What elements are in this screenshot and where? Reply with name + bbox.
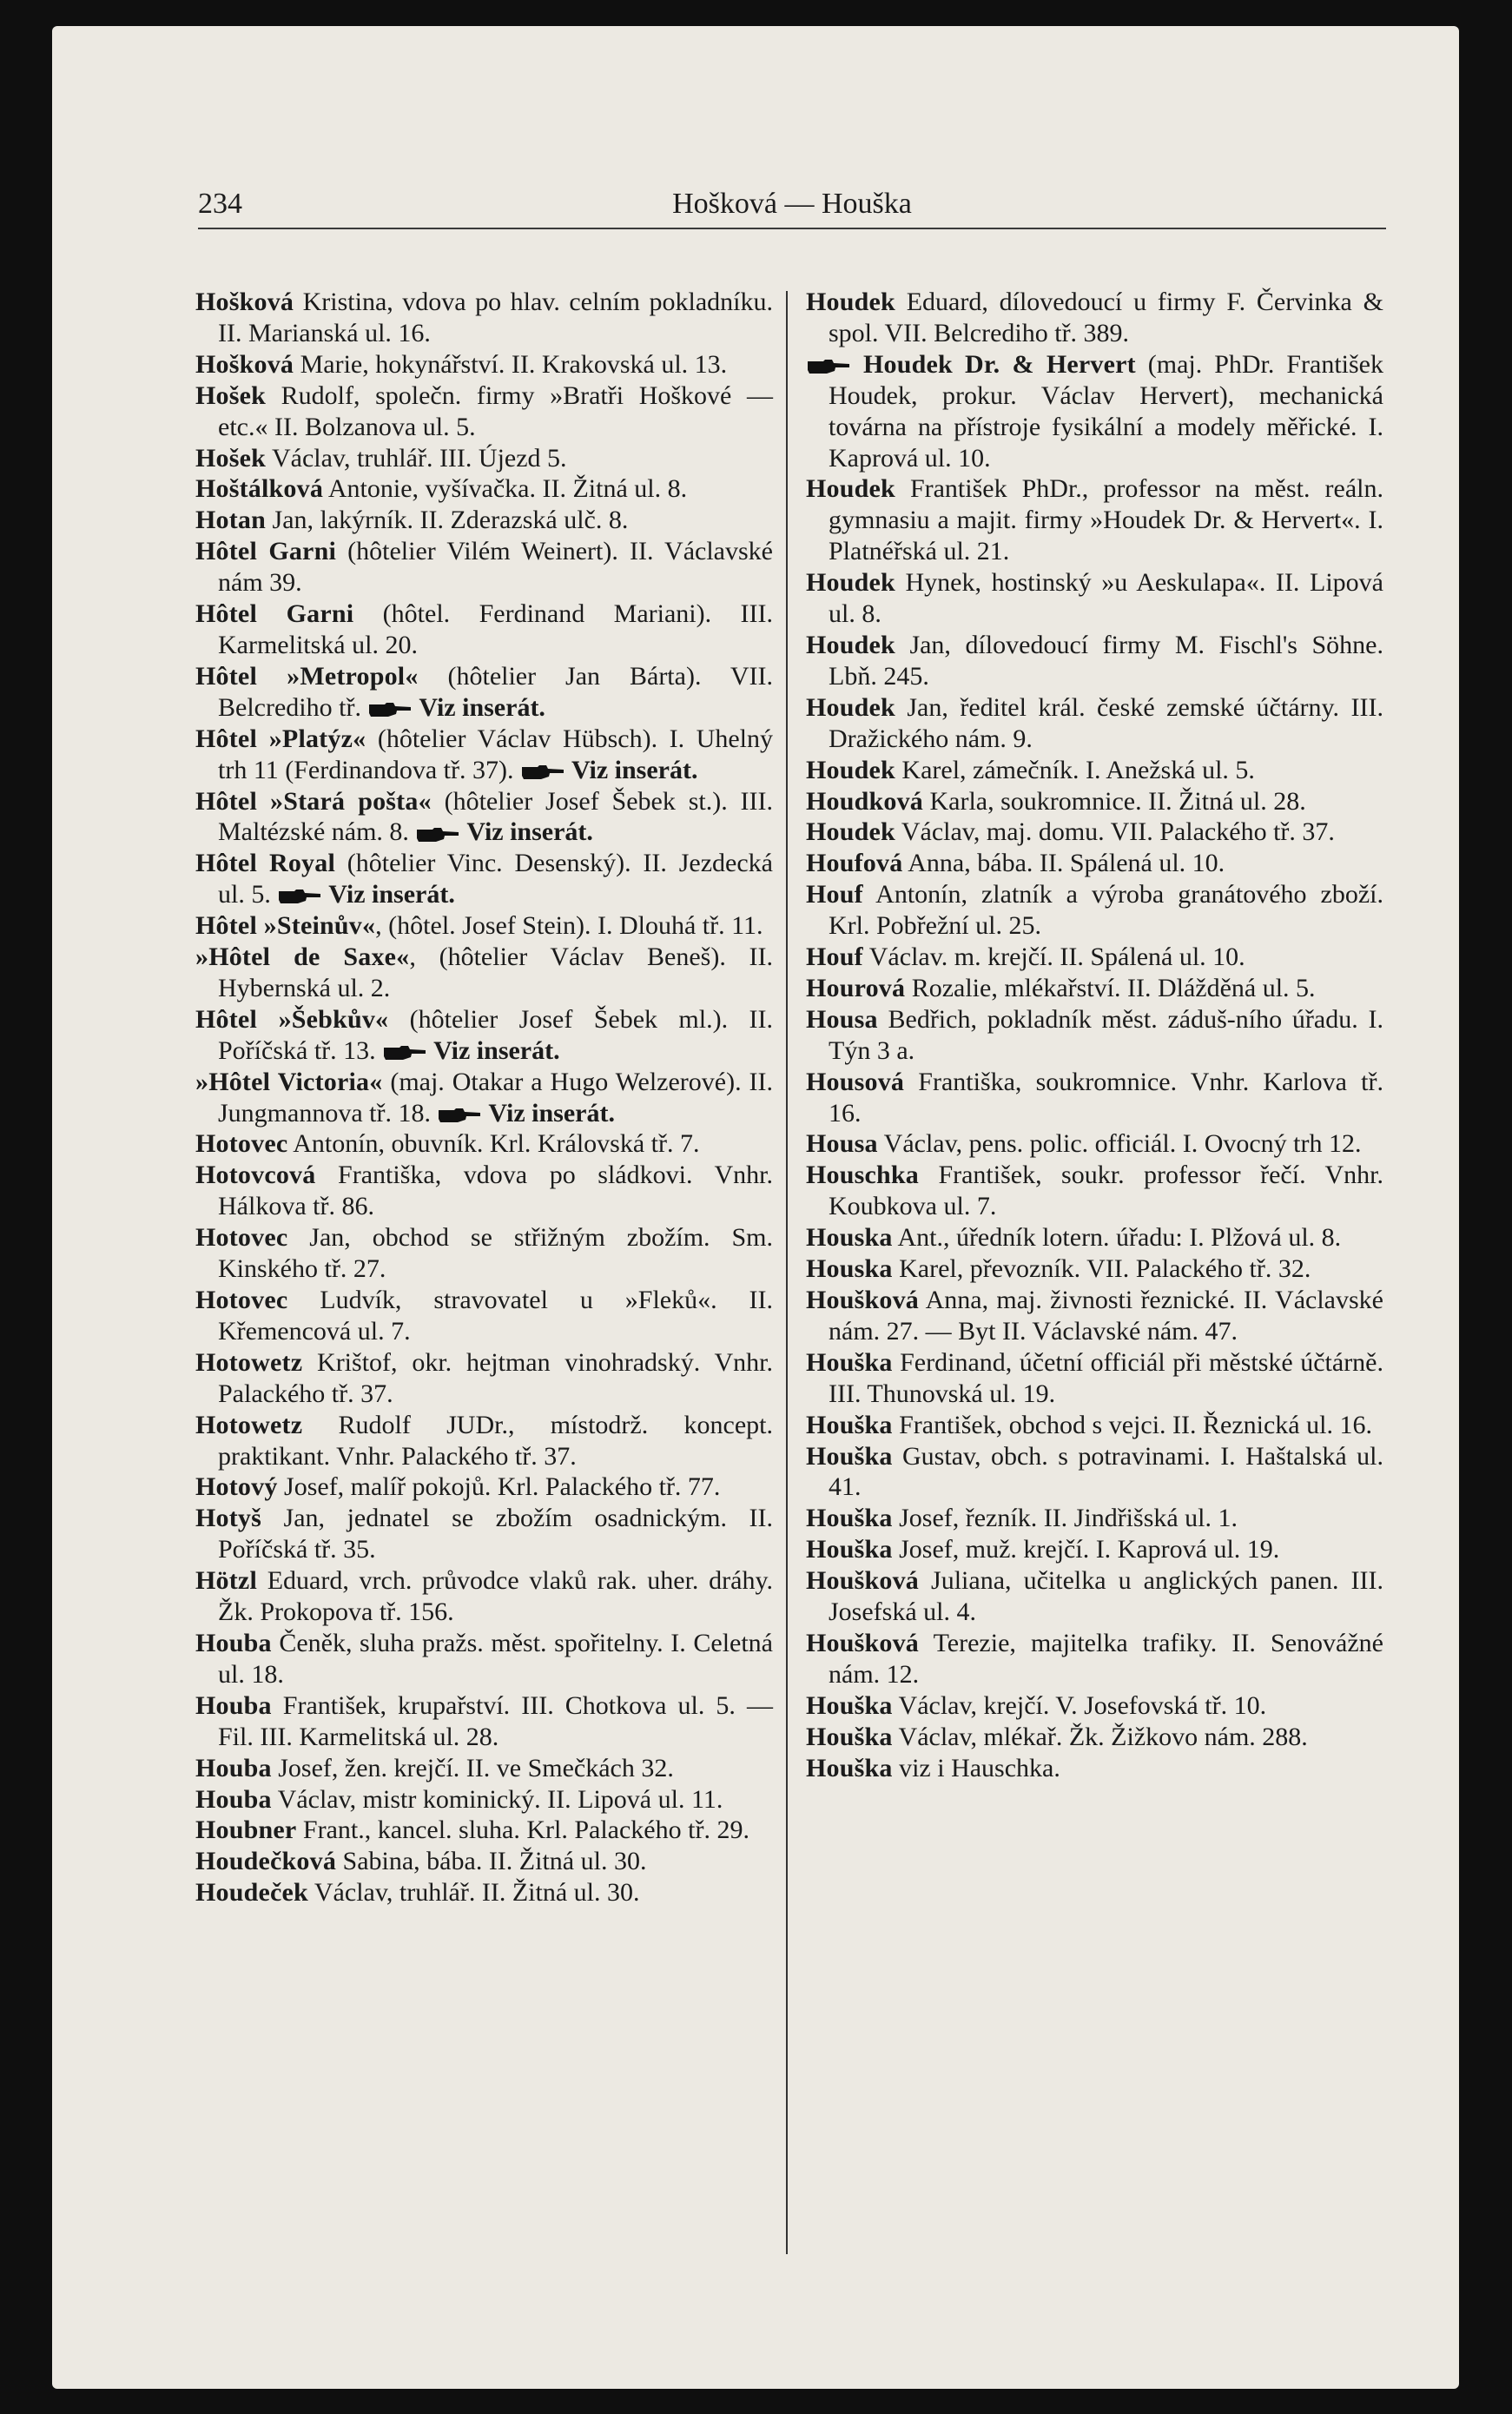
entry-name: Hotan <box>195 506 267 535</box>
entry-name: Hoštálková <box>195 474 324 504</box>
directory-entry <box>195 942 773 1004</box>
directory-entry <box>195 1004 773 1067</box>
entry-name: Houdek <box>806 755 895 784</box>
entry-details: Frant., kancel. sluha. Krl. Palackého tř. 29. <box>296 1815 749 1845</box>
entry-name: Houba <box>195 1753 272 1782</box>
entry-details: Antonín, obuvník. Krl. Královská tř. 7. <box>287 1129 700 1159</box>
entry-name: »Hôtel de Saxe« <box>195 942 410 972</box>
directory-entry <box>806 1347 1383 1410</box>
directory-entry <box>806 1410 1383 1441</box>
directory-entry <box>806 1128 1383 1160</box>
entry-name: Hôtel »Stará pošta« <box>195 786 432 816</box>
entry-name: Houška <box>806 1535 893 1564</box>
page-header <box>198 165 1386 221</box>
entry-name: Houschka <box>806 1161 919 1190</box>
directory-entry <box>806 1441 1383 1504</box>
entry-details: , (hôtelier Václav Beneš). II. Hybernská ul. 2. <box>218 942 773 1002</box>
entry-details: Jan, obchod se střižným zbožím. Sm. Kinského tř. 27. <box>218 1223 773 1284</box>
entry-details: Karel, zámečník. I. Anežská ul. 5. <box>895 755 1255 784</box>
insert-reference: Viz inserát. <box>413 692 545 722</box>
pointing-hand-icon <box>382 1045 427 1061</box>
entry-details: Václav, truhlář. III. Újezd 5. <box>266 443 567 473</box>
directory-entry <box>806 1285 1383 1347</box>
entry-details: Františka, vdova po sládkovi. Vnhr. Hálkova tř. 86. <box>218 1161 773 1221</box>
entry-details: , (hôtel. Josef Stein). I. Dlouhá tř. 11. <box>375 911 763 941</box>
directory-entry <box>195 661 773 724</box>
entry-name: Hôtel »Platýz« <box>195 724 366 753</box>
entry-name: Houška <box>806 1690 893 1720</box>
directory-entry <box>195 1160 773 1222</box>
entry-details: Josef, malíř pokojů. Krl. Palackého tř. 77. <box>277 1472 721 1502</box>
entry-name: Houska <box>806 1254 893 1284</box>
entry-name: Houdek Dr. & Hervert <box>862 349 1136 379</box>
entry-details: Kristina, vdova po hlav. celním pokladníku. II. Marianská ul. 16. <box>218 288 773 347</box>
entry-details: Václav, truhlář. II. Žitná ul. 30. <box>307 1878 640 1908</box>
entry-name: Hotovec <box>195 1286 288 1314</box>
directory-entry <box>195 349 773 380</box>
directory-entry <box>806 879 1383 942</box>
entry-details: Václav, pens. polic. officiál. I. Ovocný trh 12. <box>877 1129 1362 1159</box>
directory-entry <box>195 786 773 849</box>
entry-name: Hotový <box>195 1472 278 1502</box>
entry-details: Eduard, dílovedoucí u firmy F. Červinka & spol. VII. Belcrediho tř. 389. <box>829 288 1383 347</box>
directory-entry <box>806 1690 1383 1722</box>
directory-entry <box>195 1628 773 1690</box>
entry-name: Hotowetz <box>195 1410 303 1439</box>
pointing-hand-icon <box>277 889 322 904</box>
entry-details: Josef, řezník. II. Jindřišská ul. 1. <box>892 1504 1238 1533</box>
directory-entry <box>195 1503 773 1565</box>
entry-name: Houška <box>806 1504 893 1533</box>
entry-name: Hotyš <box>195 1504 261 1533</box>
header-rule <box>198 228 1386 229</box>
entry-details: Sabina, bába. II. Žitná ul. 30. <box>336 1847 647 1876</box>
directory-entry <box>806 349 1383 474</box>
entry-details: Krištof, okr. hejtman vinohradský. Vnhr. Palackého tř. 37. <box>218 1347 773 1408</box>
entry-name: Houšková <box>806 1566 919 1596</box>
directory-entry <box>195 505 773 536</box>
entry-details: Karla, soukromnice. II. Žitná ul. 28. <box>923 786 1306 816</box>
directory-entry <box>806 287 1383 349</box>
entry-name: Houška <box>806 1410 893 1439</box>
entry-details: Gustav, obch. s potravinami. I. Haštalská ul. 41. <box>829 1441 1383 1502</box>
entry-name: Houdek <box>806 568 895 598</box>
pointing-hand-icon <box>520 764 565 780</box>
directory-entry <box>806 1565 1383 1628</box>
entry-details: Václav, krejčí. V. Josefovská tř. 10. <box>892 1690 1267 1720</box>
entry-details: (hôtelier Vilém Weinert). II. Václavské nám 39. <box>218 537 773 598</box>
entry-details: (hôtelier Josef Šebek st.). III. Maltézské nám. 8. <box>218 786 773 847</box>
entry-details: Rudolf JUDr., místodrž. koncept. praktikant. Vnhr. Palackého tř. 37. <box>218 1410 773 1471</box>
entry-details: Ant., úředník lotern. úřadu: I. Plžová ul. 8. <box>892 1223 1342 1253</box>
entry-details: Jan, dílovedoucí firmy M. Fischl's Söhne. Lbň. 245. <box>829 630 1383 691</box>
left-column <box>195 287 773 1908</box>
entry-name: Houšková <box>806 1628 919 1657</box>
entry-details: Antonín, zlatník a výroba granátového zboží. Krl. Pobřežní ul. 25. <box>829 880 1383 941</box>
directory-entry <box>806 1253 1383 1285</box>
directory-entry <box>806 567 1383 630</box>
entry-name: Hötzl <box>195 1566 257 1596</box>
directory-entry <box>806 786 1383 817</box>
entry-details: (hôtelier Václav Hübsch). I. Uhelný trh 11 (Ferdinandova tř. 37). <box>218 724 773 784</box>
directory-entry <box>195 599 773 661</box>
entry-details: Anna, bába. II. Spálená ul. 10. <box>902 849 1225 878</box>
directory-entry <box>806 1222 1383 1253</box>
entry-details: (hôtel. Ferdinand Mariani). III. Karmelitská ul. 20. <box>218 599 773 659</box>
page-number: 234 <box>198 188 242 220</box>
entry-details: (maj. PhDr. František Houdek, prokur. Václav Hervert), mechanická továrna na přístroje fysikální a modely měřické. I. Kaprová ul. 10. <box>829 349 1383 473</box>
entry-name: Hôtel Garni <box>195 599 354 629</box>
entry-name: Hošek <box>195 380 267 410</box>
entry-name: Hotowetz <box>195 1347 303 1377</box>
directory-entry <box>806 1503 1383 1534</box>
directory-entry <box>806 1004 1383 1067</box>
entry-name: Hošková <box>195 288 294 316</box>
entry-details: Josef, žen. krejčí. II. ve Smečkách 32. <box>271 1753 674 1782</box>
directory-entry <box>806 848 1383 879</box>
directory-entry <box>195 536 773 599</box>
insert-reference: Viz inserát. <box>427 1035 560 1065</box>
entry-details: Václav, mistr kominický. II. Lipová ul. 11. <box>271 1784 723 1814</box>
entry-details: Jan, lakýrník. II. Zderazská ulč. 8. <box>266 506 629 535</box>
entry-details: (hôtelier Josef Šebek ml.). II. Poříčská tř. 13. <box>218 1004 773 1065</box>
directory-entry <box>195 1784 773 1815</box>
entry-details: Marie, hokynářství. II. Krakovská ul. 13. <box>294 349 728 379</box>
directory-entry <box>195 380 773 443</box>
entry-name: Housa <box>806 1129 878 1159</box>
directory-entry <box>195 1753 773 1784</box>
directory-entry <box>195 287 773 349</box>
entry-name: Houdeček <box>195 1878 308 1908</box>
entry-details: Ferdinand, účetní officiál při městské účtárně. III. Thunovská ul. 19. <box>829 1347 1383 1408</box>
directory-entry <box>806 1722 1383 1753</box>
entry-name: Hôtel »Šebkův« <box>195 1004 389 1034</box>
entry-details: Čeněk, sluha pražs. měst. spořitelny. I. Celetná ul. 18. <box>218 1628 773 1689</box>
directory-entry <box>195 848 773 910</box>
entry-name: Hôtel »Steinův« <box>195 911 376 941</box>
insert-reference: Viz inserát. <box>565 755 698 784</box>
entry-details: Antonie, vyšívačka. II. Žitná ul. 8. <box>323 474 688 504</box>
directory-entry <box>806 473 1383 567</box>
directory-entry <box>195 1067 773 1129</box>
entry-name: Hôtel Royal <box>195 849 335 878</box>
entry-details: Ludvík, stravovatel u »Fleků«. II. Křemencová ul. 7. <box>218 1286 773 1346</box>
directory-entry <box>195 473 773 505</box>
directory-entry <box>806 1628 1383 1690</box>
entry-details: Juliana, učitelka u anglických panen. III. Josefská ul. 4. <box>829 1566 1383 1627</box>
entry-details: Jan, jednatel se zbožím osadnickým. II. Poříčská tř. 35. <box>218 1504 773 1564</box>
directory-entry <box>806 942 1383 973</box>
entry-details: František, krupařství. III. Chotkova ul. 5. — Fil. III. Karmelitská ul. 28. <box>218 1690 773 1751</box>
right-column <box>806 287 1383 1784</box>
entry-details: Václav, maj. domu. VII. Palackého tř. 37. <box>895 817 1335 847</box>
entry-details: František, obchod s vejci. II. Řeznická ul. 16. <box>892 1410 1372 1439</box>
entry-name: Houfová <box>806 849 903 878</box>
entry-name: Houbner <box>195 1815 297 1845</box>
directory-entry <box>806 755 1383 786</box>
entry-details: Anna, maj. živnosti řeznické. II. Václavské nám. 27. — Byt II. Václavské nám. 47. <box>829 1286 1383 1346</box>
directory-entry <box>195 1690 773 1753</box>
entry-name: Houška <box>806 1722 893 1751</box>
entry-name: Hošek <box>195 443 267 473</box>
entry-name: Houf <box>806 942 863 972</box>
entry-details: viz i Hauschka. <box>892 1753 1060 1782</box>
directory-entry <box>806 973 1383 1004</box>
entry-name: Houf <box>806 880 863 909</box>
entry-details: Eduard, vrch. průvodce vlaků rak. uher. dráhy. Žk. Prokopova tř. 156. <box>218 1566 773 1627</box>
entry-name: Hôtel Garni <box>195 537 336 566</box>
directory-entry <box>195 1565 773 1628</box>
pointing-hand-icon <box>437 1108 482 1123</box>
entry-name: Houdek <box>806 817 895 847</box>
entry-details: Hynek, hostinský »u Aeskulapa«. II. Lipová ul. 8. <box>829 568 1383 629</box>
directory-entry <box>195 443 773 474</box>
column-divider <box>786 291 788 2254</box>
entry-details: Rozalie, mlékařství. II. Dlážděná ul. 5. <box>905 973 1316 1002</box>
entry-details: František PhDr., professor na měst. reáln. gymnasiu a majit. firmy »Houdek Dr. & Hervert«. I. Platnéřská ul. 21. <box>829 474 1383 566</box>
entry-details: Rudolf, společn. firmy »Bratři Hoškové — etc.« II. Bolzanova ul. 5. <box>218 380 773 441</box>
running-title: Hošková — Houška <box>672 188 912 220</box>
entry-name: »Hôtel Victoria« <box>195 1067 383 1096</box>
directory-entry <box>195 724 773 786</box>
entry-details: Františka, soukromnice. Vnhr. Karlova tř. 16. <box>829 1067 1383 1128</box>
directory-entry <box>806 817 1383 848</box>
directory-entry <box>806 692 1383 755</box>
entry-name: Houska <box>806 1223 893 1253</box>
entry-name: Hourová <box>806 973 906 1002</box>
directory-entry <box>195 1347 773 1410</box>
entry-name: Hotovcová <box>195 1161 316 1190</box>
insert-reference: Viz inserát. <box>482 1098 615 1128</box>
directory-entry <box>195 1815 773 1846</box>
entry-details: (hôtelier Jan Bárta). VII. Belcrediho tř. <box>218 661 774 722</box>
entry-details: (maj. Otakar a Hugo Welzerové). II. Jungmannova tř. 18. <box>218 1067 773 1128</box>
entry-name: Houška <box>806 1753 893 1782</box>
directory-entry <box>806 1753 1383 1784</box>
entry-details: Václav. m. krejčí. II. Spálená ul. 10. <box>862 942 1245 972</box>
entry-name: Houška <box>806 1347 893 1377</box>
entry-details: Jan, ředitel král. české zemské účtárny. III. Dražického nám. 9. <box>829 692 1383 753</box>
pointing-hand-icon <box>806 359 851 374</box>
entry-name: Houba <box>195 1690 272 1720</box>
directory-entry <box>195 1877 773 1908</box>
entry-details: (hôtelier Vinc. Desenský). II. Jezdecká ul. 5. <box>218 849 773 909</box>
entry-name: Hôtel »Metropol« <box>195 661 419 691</box>
directory-entry <box>195 1285 773 1347</box>
entry-details: Josef, muž. krejčí. I. Kaprová ul. 19. <box>892 1535 1280 1564</box>
directory-entry <box>195 1222 773 1285</box>
pointing-hand-icon <box>415 827 460 843</box>
directory-entry <box>806 630 1383 692</box>
entry-name: Houdek <box>806 474 895 504</box>
entry-name: Houdečková <box>195 1847 337 1876</box>
pointing-hand-icon <box>367 702 413 718</box>
entry-name: Housa <box>806 1004 878 1034</box>
insert-reference: Viz inserát. <box>322 880 455 909</box>
entry-name: Houška <box>806 1441 893 1471</box>
entry-name: Houba <box>195 1628 272 1657</box>
entry-name: Houdek <box>806 692 895 722</box>
directory-page <box>52 26 1459 2389</box>
directory-entry <box>195 910 773 942</box>
insert-reference: Viz inserát. <box>460 817 593 847</box>
directory-entry <box>806 1534 1383 1565</box>
entry-name: Houdek <box>806 630 895 659</box>
entry-details: Terezie, majitelka trafiky. II. Senovážné nám. 12. <box>829 1628 1383 1689</box>
entry-details: Bedřich, pokladník měst. záduš-ního úřadu. I. Týn 3 a. <box>829 1004 1383 1065</box>
directory-entry <box>195 1410 773 1472</box>
entry-name: Hošková <box>195 349 294 379</box>
entry-name: Housová <box>806 1067 905 1096</box>
entry-details: Václav, mlékař. Žk. Žižkovo nám. 288. <box>892 1722 1308 1751</box>
entry-details: František, soukr. professor řečí. Vnhr. Koubkova ul. 7. <box>829 1161 1383 1221</box>
entry-name: Hotovec <box>195 1129 288 1159</box>
entry-name: Houšková <box>806 1286 919 1314</box>
directory-entry <box>195 1128 773 1160</box>
entry-name: Hotovec <box>195 1223 288 1253</box>
entry-details: Karel, převozník. VII. Palackého tř. 32. <box>892 1254 1311 1284</box>
entry-name: Houdková <box>806 786 923 816</box>
directory-entry <box>806 1067 1383 1129</box>
directory-entry <box>195 1846 773 1877</box>
entry-name: Houba <box>195 1784 272 1814</box>
directory-entry <box>806 1160 1383 1222</box>
directory-entry <box>195 1472 773 1503</box>
entry-name: Houdek <box>806 288 895 316</box>
